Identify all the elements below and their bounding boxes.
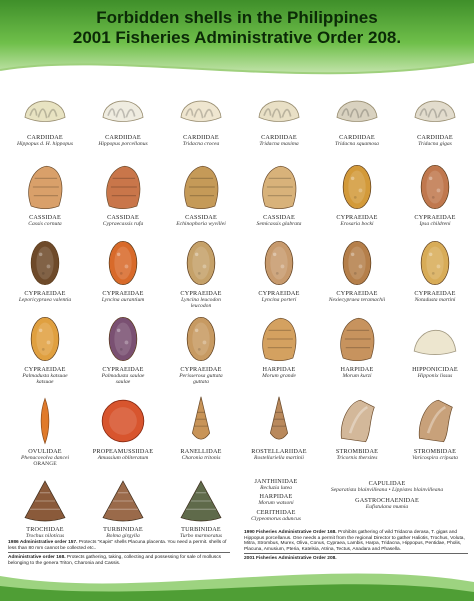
- clam-shell-icon-graphic: [175, 84, 227, 134]
- shell-card: [6, 476, 84, 539]
- side-species: Morum watsoni: [258, 500, 294, 507]
- shell-card: [84, 236, 162, 303]
- shell-species: Leporicypraea valentia: [18, 297, 72, 303]
- shell-card: [84, 394, 162, 461]
- side-species: Recluzia lutea: [260, 485, 292, 491]
- clam-shell-icon: [162, 84, 240, 134]
- shell-card: [84, 160, 162, 227]
- cowrie-shell-icon: [162, 236, 240, 290]
- shell-card: [162, 84, 240, 147]
- conch-shell-icon: [396, 394, 474, 448]
- shell-family: CYPRAEIDAE: [102, 290, 144, 297]
- shell-family: CARDIIDAE: [417, 134, 453, 141]
- footer-left-body-2: Protects gathering, taking, collecting and possessing for sale of molluscs belonging to the genera Triton, Charonia and Cassis.: [8, 555, 222, 566]
- shell-species: Rostellariella martinii: [254, 455, 304, 461]
- shell-species: Lyncina aurantium: [101, 297, 145, 303]
- cowrie-shell-icon: [84, 312, 162, 366]
- cowrie-shell-icon-graphic: [331, 236, 383, 290]
- shell-species-extra: leucodon: [190, 303, 212, 310]
- shell-family: HARPIDAE: [340, 366, 374, 373]
- cowrie-shell-icon-graphic: [253, 236, 305, 290]
- cowrie-shell-icon: [6, 236, 84, 290]
- clam-shell-icon-graphic: [97, 84, 149, 134]
- shell-card: [162, 476, 240, 539]
- shell-species: Echinophoria wyvillei: [176, 221, 226, 227]
- footer-right-heading: 1990 Fisheries Administrative Order 168.: [244, 530, 337, 535]
- footer-right-body: Prohibits gathering of wild Tridacna derasa, T. gigas and Hippopus porcellanus. One needs a permit from the regional Director to gather Haliotis, Trochus, Voluta, Mitra, Strombus, Murex, Oliva, Conus, Cypraea, Lambis, Harpa, Tridacna, Hippopus, Pentidae, Pholis, Placuna, Amusium, Pteria, Katelsia, Atrina, Tectus, Anadara and Phasella.: [244, 530, 465, 552]
- shell-card: [6, 312, 84, 386]
- conch-shell-icon: [318, 394, 396, 448]
- cowrie-shell-icon-graphic: [97, 312, 149, 366]
- shell-species: Morum kurzi: [342, 373, 372, 379]
- footer-left-heading-2: Administrative order 168.: [8, 555, 66, 561]
- footer-right-heading-2: 2001 Fisheries Administrative Order 208.: [244, 556, 337, 562]
- helmet-shell-icon-graphic: [175, 160, 227, 214]
- helmet-shell-icon-graphic: [253, 160, 305, 214]
- shell-species: Semicassis glabrata: [256, 221, 302, 227]
- shell-family: OVULIDAE: [28, 448, 62, 455]
- shell-species: Lyncina porteri: [261, 297, 297, 303]
- shell-species: Trochus niloticus: [25, 533, 65, 539]
- cap-shell-icon-graphic: [409, 312, 461, 366]
- shell-card: [318, 312, 396, 379]
- side-species: Clypeomorus aduncus: [251, 515, 301, 522]
- cowrie-shell-icon: [318, 160, 396, 214]
- shell-card: [162, 394, 240, 461]
- side-family: JANTHINIDAE: [254, 478, 298, 485]
- side-list-right: [328, 480, 446, 511]
- harp-shell-icon: [240, 312, 318, 366]
- header-wave-decoration: [0, 48, 474, 88]
- harp-shell-icon-graphic: [253, 312, 305, 366]
- helmet-shell-icon: [240, 160, 318, 214]
- shell-species: Varicospira cripsata: [412, 455, 458, 461]
- shell-species: Nexiecypraea teramachii: [328, 297, 386, 303]
- shell-family: CYPRAEIDAE: [24, 290, 66, 297]
- scallop-shell-icon-graphic: [97, 394, 149, 448]
- cowrie-shell-icon: [240, 236, 318, 290]
- shell-family: CYPRAEIDAE: [414, 290, 456, 297]
- clam-shell-icon: [84, 84, 162, 134]
- turban-shell-icon: [162, 476, 240, 526]
- shell-card: [396, 312, 474, 379]
- shell-card: [162, 160, 240, 227]
- clam-shell-icon: [318, 84, 396, 134]
- shell-card: [318, 236, 396, 303]
- shell-species: Lyncina leucodon: [181, 297, 221, 303]
- shell-family: CYPRAEIDAE: [102, 366, 144, 373]
- shell-family: STROMBIDAE: [413, 448, 457, 455]
- top-shell-icon-graphic: [19, 476, 71, 526]
- shell-card: [240, 394, 318, 461]
- shell-family: ROSTELLARIIDAE: [251, 448, 307, 455]
- shell-family: HARPIDAE: [262, 366, 296, 373]
- shell-species: Hippopus d. H. hippopus: [16, 141, 74, 147]
- cowrie-shell-icon-graphic: [331, 160, 383, 214]
- clam-shell-icon-graphic: [253, 84, 305, 134]
- shell-family: CYPRAEIDAE: [336, 290, 378, 297]
- helmet-shell-icon-graphic: [97, 160, 149, 214]
- shell-species: Palmadusta katsuae: [22, 373, 68, 379]
- shell-card: [162, 236, 240, 310]
- shell-family: STROMBIDAE: [335, 448, 379, 455]
- footer-left-heading: 1986 Administrative order 157.: [8, 540, 78, 545]
- side-species: Separatista blainvilleana • Lippistes blainvilleana: [330, 487, 444, 493]
- shell-species: Perisserosa guttata: [179, 373, 223, 379]
- shell-family: CYPRAEIDAE: [24, 366, 66, 373]
- clam-shell-icon-graphic: [331, 84, 383, 134]
- side-list-left: [236, 478, 316, 522]
- shell-card: [84, 312, 162, 386]
- shell-species: Hippopus porcellanus: [98, 141, 148, 147]
- shell-card: [396, 236, 474, 303]
- footer-left-body: Protects "Kapis" shells Placuna placenta. You need a permit. shells of less than 80 mm cannot be collected etc..: [8, 540, 227, 551]
- shell-species: Bolma girgylla: [106, 533, 140, 539]
- shell-card: [6, 394, 84, 468]
- shell-card: [240, 160, 318, 227]
- turban-shell-icon-graphic: [175, 476, 227, 526]
- shell-family: CASSIDAE: [263, 214, 295, 221]
- shell-card: [84, 476, 162, 539]
- shell-family: RANELLIDAE: [180, 448, 222, 455]
- shell-family: CARDIIDAE: [339, 134, 375, 141]
- shell-card: [6, 160, 84, 227]
- side-family: CAPULIDAE: [368, 480, 406, 487]
- helmet-shell-icon: [84, 160, 162, 214]
- top-shell-icon: [6, 476, 84, 526]
- shell-species: Erosaria bocki: [340, 221, 374, 227]
- shell-family: PROPEAMUSSIIDAE: [92, 448, 154, 455]
- shell-family: TURBINIDAE: [181, 526, 221, 533]
- shell-family: CARDIIDAE: [105, 134, 141, 141]
- shell-card: [318, 84, 396, 147]
- cowrie-shell-icon-graphic: [97, 236, 149, 290]
- cowrie-shell-icon-graphic: [409, 236, 461, 290]
- shell-family: TURBINIDAE: [103, 526, 143, 533]
- cowrie-shell-icon-graphic: [19, 312, 71, 366]
- shell-species: Hipponix lissus: [417, 373, 453, 379]
- shell-species: Notadusta martini: [414, 297, 456, 303]
- shell-family: CASSIDAE: [29, 214, 61, 221]
- shell-family: CYPRAEIDAE: [336, 214, 378, 221]
- shell-card: [318, 160, 396, 227]
- shell-species: Charonia tritonis: [181, 455, 221, 461]
- shell-species: Tridacna squamosa: [335, 141, 379, 147]
- clam-shell-icon: [6, 84, 84, 134]
- shell-card: [6, 236, 84, 303]
- spire-shell-icon-graphic: [253, 394, 305, 448]
- triton-shell-icon: [162, 394, 240, 448]
- cowrie-shell-icon: [396, 160, 474, 214]
- shell-species-extra: ORANGE: [33, 461, 57, 468]
- shell-species: Morum grande: [262, 373, 296, 379]
- conch-shell-icon-graphic: [331, 394, 383, 448]
- side-species: Eufistulana mumia: [365, 504, 409, 511]
- shell-species: Phenacovolva dancei: [21, 455, 69, 461]
- shell-species: Tridacna maxima: [259, 141, 299, 147]
- page-title: Forbidden shells in the Philippines: [96, 8, 378, 27]
- shell-card: [396, 160, 474, 227]
- turban-shell-icon: [84, 476, 162, 526]
- shell-family: CYPRAEIDAE: [258, 290, 300, 297]
- shell-card: [240, 236, 318, 303]
- shell-family: CYPRAEIDAE: [414, 214, 456, 221]
- shell-card: [6, 84, 84, 147]
- shell-species: Amussium obliteratum: [97, 455, 149, 461]
- shell-family: TROCHIDAE: [26, 526, 64, 533]
- helmet-shell-icon: [162, 160, 240, 214]
- turban-shell-icon-graphic: [97, 476, 149, 526]
- shell-family: CARDIIDAE: [27, 134, 63, 141]
- shell-species: Cypraecassis rufa: [102, 221, 144, 227]
- shell-species-extra: guttata: [193, 379, 209, 386]
- helmet-shell-icon-graphic: [19, 160, 71, 214]
- shell-species: Cassis cornuta: [28, 221, 62, 227]
- page-subtitle: 2001 Fisheries Administrative Order 208.: [72, 28, 402, 47]
- shell-card: [396, 84, 474, 147]
- triton-shell-icon-graphic: [175, 394, 227, 448]
- cap-shell-icon: [396, 312, 474, 366]
- shell-family: CYPRAEIDAE: [180, 366, 222, 373]
- clam-shell-icon: [396, 84, 474, 134]
- cowrie-shell-icon: [6, 312, 84, 366]
- spindle-shell-icon-graphic: [19, 394, 71, 448]
- spire-shell-icon: [240, 394, 318, 448]
- clam-shell-icon: [240, 84, 318, 134]
- shell-card: [240, 84, 318, 147]
- cowrie-shell-icon: [318, 236, 396, 290]
- shell-family: CARDIIDAE: [261, 134, 297, 141]
- cowrie-shell-icon-graphic: [19, 236, 71, 290]
- shell-card: [84, 84, 162, 147]
- clam-shell-icon-graphic: [409, 84, 461, 134]
- side-family: HARPIDAE: [259, 493, 293, 501]
- shell-family: HIPPONICIDAE: [412, 366, 458, 373]
- footer-wave-decoration: [0, 556, 474, 601]
- spindle-shell-icon: [6, 394, 84, 448]
- shell-species: Ipsa childreni: [419, 221, 451, 227]
- harp-shell-icon: [318, 312, 396, 366]
- harp-shell-icon-graphic: [331, 312, 383, 366]
- scallop-shell-icon: [84, 394, 162, 448]
- shell-species: Tridacna crocea: [182, 141, 220, 147]
- shell-family: CASSIDAE: [185, 214, 217, 221]
- side-family: CERITHIDAE: [256, 508, 296, 516]
- shell-species: Tridacna gigas: [418, 141, 452, 147]
- helmet-shell-icon: [6, 160, 84, 214]
- shell-species-extra: saulae: [115, 379, 131, 386]
- shell-card: [162, 312, 240, 386]
- shell-card: [318, 394, 396, 461]
- shell-species: Turbo marmoratus: [179, 533, 223, 539]
- conch-shell-icon-graphic: [409, 394, 461, 448]
- shell-species: Tricornis thersites: [336, 455, 378, 461]
- shell-species: Palmadusta saulae: [101, 373, 145, 379]
- shell-family: CASSIDAE: [107, 214, 139, 221]
- cowrie-shell-icon: [84, 236, 162, 290]
- cowrie-shell-icon-graphic: [175, 236, 227, 290]
- cowrie-shell-icon-graphic: [409, 160, 461, 214]
- cowrie-shell-icon-graphic: [175, 312, 227, 366]
- shell-family: CYPRAEIDAE: [180, 290, 222, 297]
- cowrie-shell-icon: [162, 312, 240, 366]
- side-family: GASTROCHAENIDAE: [355, 497, 419, 505]
- cowrie-shell-icon: [396, 236, 474, 290]
- shell-card: [396, 394, 474, 461]
- shell-card: [240, 312, 318, 379]
- clam-shell-icon-graphic: [19, 84, 71, 134]
- shell-species-extra: katsuae: [36, 379, 54, 386]
- shell-family: CARDIIDAE: [183, 134, 219, 141]
